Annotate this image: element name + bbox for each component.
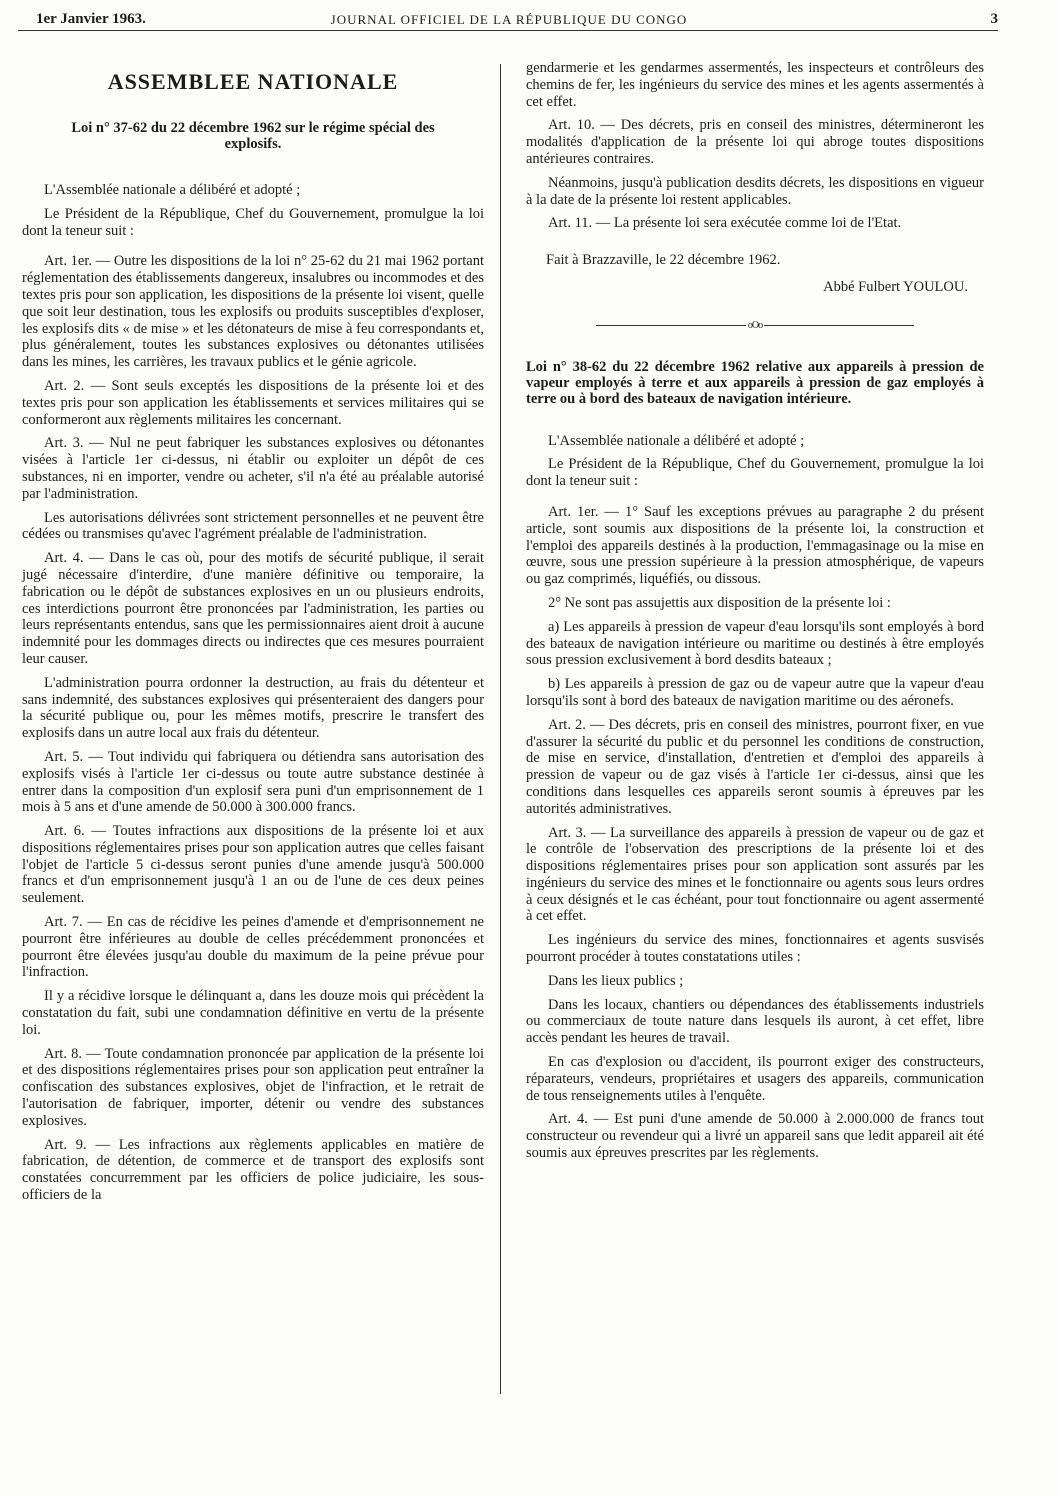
header-rule bbox=[18, 30, 998, 31]
article-6: Art. 6. — Toutes infractions aux dispositions de la présente loi et aux dispositions réglementaires prises pour son application autres que celles faisant l'objet de l'article 5 ci-dessus seront punies d'une amende jusqu'à 500.000 francs et d'un emprisonnement jusqu'à 1 an ou de l'une de ces deux peines seulement. bbox=[22, 823, 484, 907]
paragraph: Il y a récidive lorsque le délinquant a, dans les douze mois qui précèdent la constatation du fait, subi une condamnation définitive en vertu de la présente loi. bbox=[22, 988, 484, 1038]
right-column bbox=[526, 60, 984, 1169]
paragraph: Le Président de la République, Chef du Gouvernement, promulgue la loi dont la teneur suit : bbox=[526, 456, 984, 490]
paragraph: b) Les appareils à pression de gaz ou de vapeur autre que la vapeur d'eau lorsqu'ils sont à bord des bateaux de navigation maritime ou des aéronefs. bbox=[526, 676, 984, 709]
article-3: Art. 3. — Nul ne peut fabriquer les substances explosives ou détonantes visées à l'article 1er ci-dessus, ni établir ou exploiter un dépôt de ces substances, ni en importer, vendre ou acheter, s'il n'a été au préalable autorisé par l'administration. bbox=[22, 435, 484, 502]
article-2: Art. 2. — Des décrets, pris en conseil des ministres, pourront fixer, en vue d'assurer la sécurité du public et du personnel les conditions de construction, de mise en service, d'installation, d'entretien et d'emploi des appareils à pression de vapeur ou de gaz visés à l'article 1er ci-dessus, ainsi que les conditions dans lesquelles ces appareils seront soumis à épreuves par les autorités administratives. bbox=[526, 716, 984, 817]
paragraph: 2° Ne sont pas assujettis aux disposition de la présente loi : bbox=[548, 594, 891, 611]
paragraph: L'Assemblée nationale a délibéré et adopté ; bbox=[44, 182, 301, 198]
article-2: Art. 2. — Sont seuls exceptés les dispositions de la présente loi et des textes pris pour son application les établissements et services militaires qui se conformeront aux règlements militaires les concernant. bbox=[22, 377, 484, 428]
article-9: Art. 9. — Les infractions aux règlements applicables en matière de fabrication, de détention, de commerce et de transport des explosifs sont constatées concurremment par les officiers de police judiciaire, les sous-officiers de la bbox=[22, 1136, 484, 1204]
article-5: Art. 5. — Tout individu qui fabriquera ou détiendra sans autorisation des explosifs visés à l'article 1er ci-dessus ou toute autre substance destinée à entrer dans la composition d'un explosif sera puni d'un emprisonnement de 1 mois à 5 ans et d'une amende de 50.000 à 300.000 francs. bbox=[22, 748, 484, 816]
article-4: Art. 4. — Dans le cas où, pour des motifs de sécurité publique, il serait jugé nécessaire d'interdire, d'une manière définitive ou temporaire, la fabrication ou le dépôt de substances explosives en un ou plusieurs endroits, ces interdictions pourront être prononcées par l'administration, les parties ou leurs représentants entendus, sans que les permissionnaires aient droit à aucune indemnité pour les dommages directs ou indirectes que ces mesures pourraient leur causer. bbox=[22, 550, 484, 667]
left-column bbox=[22, 60, 484, 1211]
paragraph: En cas d'explosion ou d'accident, ils pourront exiger des constructeurs, réparateurs, vendeurs, propriétaires et usagers des appareils, communication de tous renseignements utiles à l'enquête. bbox=[526, 1054, 984, 1104]
paragraph: Dans les lieux publics ; bbox=[548, 972, 684, 989]
article-3: Art. 3. — La surveillance des appareils à pression de vapeur ou de gaz et le contrôle de l'observation des prescriptions de la présente loi et des dispositions réglementaires prises pour son application sont assurés par les ingénieurs du service des mines et le fonctionnaire ou agents sous leurs ordres à ceux désignés et le cas échéant, pour tout fonctionnaire ou agent assermenté à cet effet. bbox=[526, 824, 984, 925]
separator-line bbox=[596, 325, 746, 326]
separator-line bbox=[764, 325, 914, 326]
law-title-37-62: Loi n° 37-62 du 22 décembre 1962 sur le régime spécial des explosifs. bbox=[71, 120, 435, 152]
article-8: Art. 8. — Toute condamnation prononcée par application de la présente loi et des dispositions réglementaires prises pour son application peut entraîner la confiscation des substances explosives, objet de l'infraction, et le retrait de l'autorisation de fabriquer, importer, détenir ou vendre des substances explosives. bbox=[22, 1045, 484, 1129]
signoff: Fait à Brazzaville, le 22 décembre 1962. bbox=[546, 252, 781, 269]
paragraph: a) Les appareils à pression de vapeur d'eau lorsqu'ils sont employés à bord des bateaux de navigation intérieure ou maritime ou destinés à être employés sous pression exclusivement à bord desdits bateaux ; bbox=[526, 618, 984, 669]
header-date: 1er Janvier 1963. bbox=[36, 11, 146, 27]
paragraph: Néanmoins, jusqu'à publication desdits décrets, les dispositions en vigueur à la date de la présente loi restent applicables. bbox=[526, 174, 984, 208]
assembly-title: ASSEMBLEE NATIONALE bbox=[107, 69, 399, 94]
paragraph: Les autorisations délivrées sont strictement personnelles et ne peuvent être cédées ou transmises qu'avec l'agrément préalable de l'administration. bbox=[22, 509, 484, 543]
paragraph: L'administration pourra ordonner la destruction, au frais du détenteur et sans indemnité, des substances explosives qui présenteraient des dangers pour la sécurité publique ou, pour les mêmes motifs, prescrire le transfert des explosifs dans un autre local aux frais du détenteur. bbox=[22, 674, 484, 742]
law-title-38-62: Loi n° 38-62 du 22 décembre 1962 relative aux appareils à pression de vapeur employés à terre et aux appareils à pression de gaz employés à terre ou à bord des bateaux de navigation intérieure. bbox=[526, 358, 984, 407]
page-number: 3 bbox=[990, 11, 998, 27]
column-divider bbox=[500, 64, 501, 1394]
signature: Abbé Fulbert YOULOU. bbox=[823, 278, 968, 295]
article-11: Art. 11. — La présente loi sera exécutée comme loi de l'Etat. bbox=[548, 215, 902, 232]
article-7: Art. 7. — En cas de récidive les peines d'amende et d'emprisonnement ne pourront être inférieures au double de celles précédemment prononcées et pourront être élevées jusqu'au double du maximum de la peine prévue pour l'infraction. bbox=[22, 914, 484, 981]
paragraph: L'Assemblée nationale a délibéré et adopté ; bbox=[548, 432, 805, 449]
paragraph: Le Président de la République, Chef du Gouvernement, promulgue la loi dont la teneur suit : bbox=[22, 205, 484, 239]
article-1: Art. 1er. — 1° Sauf les exceptions prévues au paragraphe 2 du présent article, sont soumis aux dispositions de la présente loi, la construction et l'emploi des appareils destinés à la production, l'emmagasinage ou la mise en œuvre, sous une pression supérieure à la pression atmosphérique, de vapeurs ou gaz comprimés, liquéfiés, ou dissous. bbox=[526, 503, 984, 588]
article-4: Art. 4. — Est puni d'une amende de 50.000 à 2.000.000 de francs tout constructeur ou revendeur qui a livré un appareil sans que ledit appareil ait été soumis aux épreuves prescrites par les règlements. bbox=[526, 1111, 984, 1162]
paragraph: Dans les locaux, chantiers ou dépendances des établissements industriels ou commerciaux de toute nature dans lesquels ils auront, à cet effet, libre accès pendant les heures de travail. bbox=[526, 996, 984, 1047]
separator-mark: oOo bbox=[747, 319, 763, 331]
paragraph-continued: gendarmerie et les gendarmes assermentés, les inspecteurs et contrôleurs des chemins de fer, les ingénieurs du service des mines et les agents assermentés à cet effet. bbox=[526, 60, 984, 110]
section-separator bbox=[526, 318, 984, 335]
journal-title: JOURNAL OFFICIEL DE LA RÉPUBLIQUE DU CONGO bbox=[330, 12, 688, 27]
article-1: Art. 1er. — Outre les dispositions de la loi n° 25-62 du 21 mai 1962 portant réglementation des établissements dangereux, insalubres ou incommodes et des textes pris pour son application, les dispositions de la présente loi visent, quelle que soit leur destination, tous les explosifs ou produits susceptibles d'exploser, les explosifs dits « de mise » et les détonateurs de mise à feu correspondants et, plus généralement, toutes les substances explosives ou détonantes utilisées dans les mines, les carrières, les travaux publics et le génie agricole. bbox=[22, 253, 484, 371]
page-header bbox=[20, 8, 998, 32]
article-10: Art. 10. — Des décrets, pris en conseil des ministres, détermineront les modalités d'application de la présente loi qui abroge toutes dispositions antérieures contraires. bbox=[526, 117, 984, 167]
paragraph: Les ingénieurs du service des mines, fonctionnaires et agents susvisés pourront procéder à toutes constatations utiles : bbox=[526, 932, 984, 966]
